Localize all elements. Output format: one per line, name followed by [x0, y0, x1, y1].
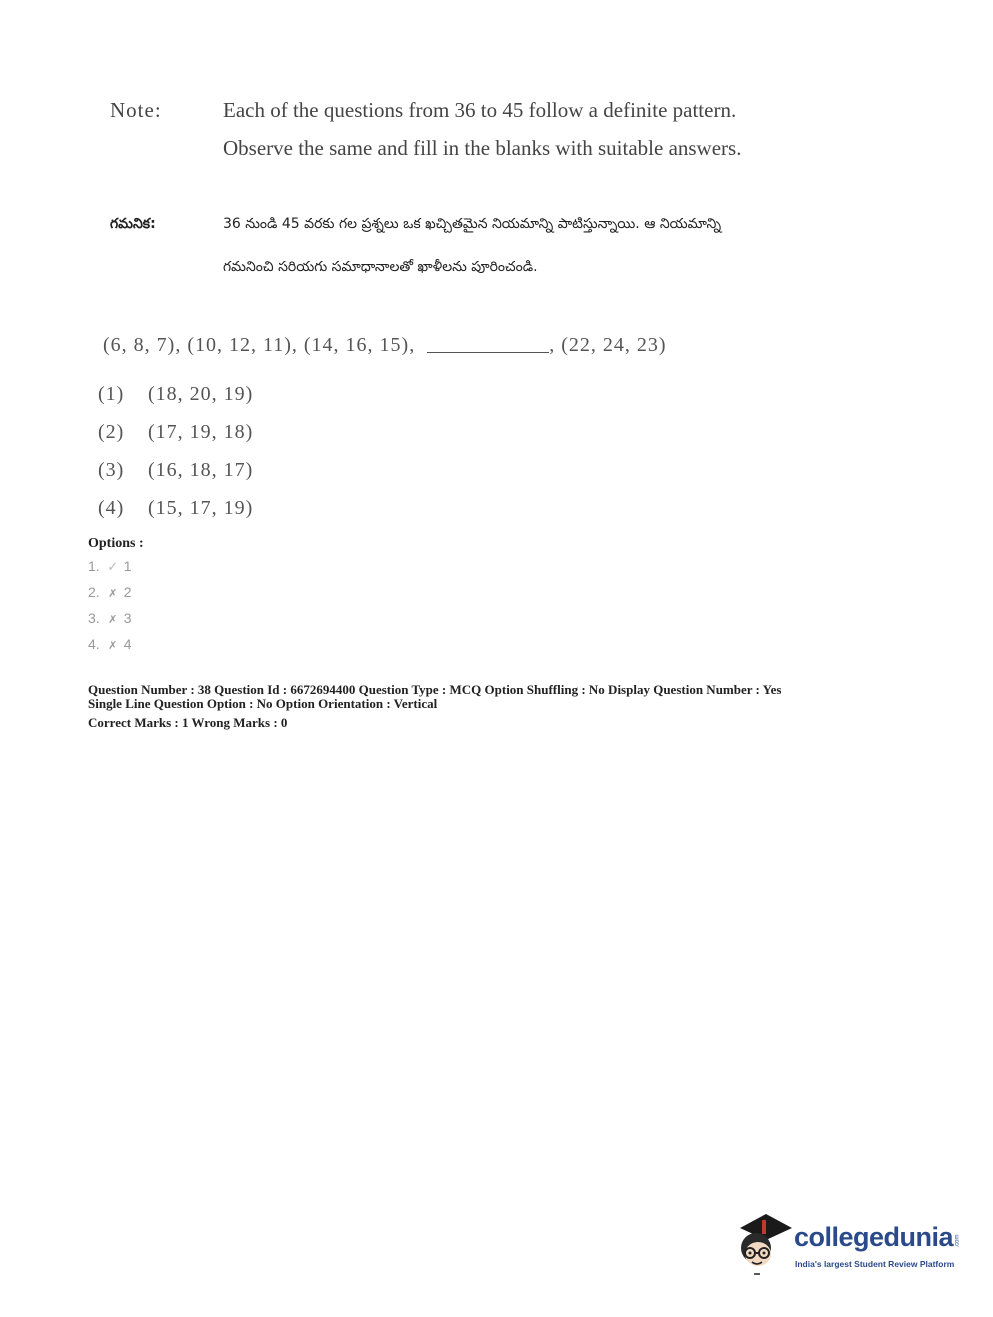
question-text	[103, 332, 667, 357]
options-heading: Options :	[88, 536, 144, 551]
question-option-2	[98, 421, 253, 444]
question-blank	[427, 332, 549, 353]
question-option-number: (3)	[98, 459, 125, 481]
answer-option-value: 4	[123, 636, 132, 652]
answer-option-value: 2	[123, 584, 132, 600]
mascot-icon	[734, 1210, 794, 1280]
cross-icon: ✗	[108, 588, 118, 600]
question-option-text: (15, 17, 19)	[148, 497, 254, 519]
question-option-text: (17, 19, 18)	[148, 421, 254, 443]
question-option-4	[98, 497, 253, 520]
check-icon: ✓	[107, 559, 119, 574]
note-label: Note:	[110, 98, 162, 122]
telugu-note-line-2: గమనించి సరియగు సమాధానాలతో ఖాళీలను పూరించండి.	[223, 259, 538, 275]
question-option-number: (4)	[98, 497, 125, 519]
question-part-2: , (22, 24, 23)	[549, 334, 667, 356]
answer-option-index: 4.	[88, 636, 100, 652]
question-option-number: (2)	[98, 421, 125, 443]
note-line-2: Observe the same and fill in the blanks with suitable answers.	[223, 136, 742, 160]
answer-option-index: 2.	[88, 584, 100, 600]
telugu-note-label: గమనిక:	[110, 216, 156, 232]
telugu-note-line-1: 36 నుండి 45 వరకు గల ప్రశ్నలు ఒక ఖచ్చితమైన నియమాన్ని పాటిస్తున్నాయి. ఆ నియమాన్ని	[223, 216, 722, 232]
answer-option-1	[88, 558, 131, 575]
answer-option-3	[88, 610, 131, 626]
answer-option-index: 3.	[88, 610, 100, 626]
collegedunia-logo	[734, 1210, 964, 1280]
logo-domain-suffix: .com	[954, 1234, 961, 1248]
question-option-text: (18, 20, 19)	[148, 383, 254, 405]
question-meta-line-1: Question Number : 38 Question Id : 6672694400 Question Type : MCQ Option Shuffling : No Display Question Number : Yes	[88, 682, 782, 697]
logo-wordmark: collegedunia	[794, 1222, 954, 1252]
answer-option-4	[88, 636, 131, 652]
note-line-1: Each of the questions from 36 to 45 follow a definite pattern.	[223, 98, 737, 122]
answer-option-value: 3	[123, 610, 132, 626]
question-option-text: (16, 18, 17)	[148, 459, 254, 481]
question-option-number: (1)	[98, 383, 125, 405]
question-meta-line-3: Correct Marks : 1 Wrong Marks : 0	[88, 715, 288, 730]
question-meta-line-2: Single Line Question Option : No Option Orientation : Vertical	[88, 696, 438, 711]
answer-option-index: 1.	[88, 558, 100, 574]
cross-icon: ✗	[108, 640, 118, 652]
question-part-1: (6, 8, 7), (10, 12, 11), (14, 16, 15),	[103, 334, 416, 356]
question-option-1	[98, 383, 253, 406]
answer-option-value: 1	[123, 558, 132, 574]
answer-option-2	[88, 584, 131, 600]
cross-icon: ✗	[108, 614, 118, 626]
question-option-3	[98, 459, 253, 482]
logo-tagline: India's largest Student Review Platform	[795, 1259, 955, 1269]
